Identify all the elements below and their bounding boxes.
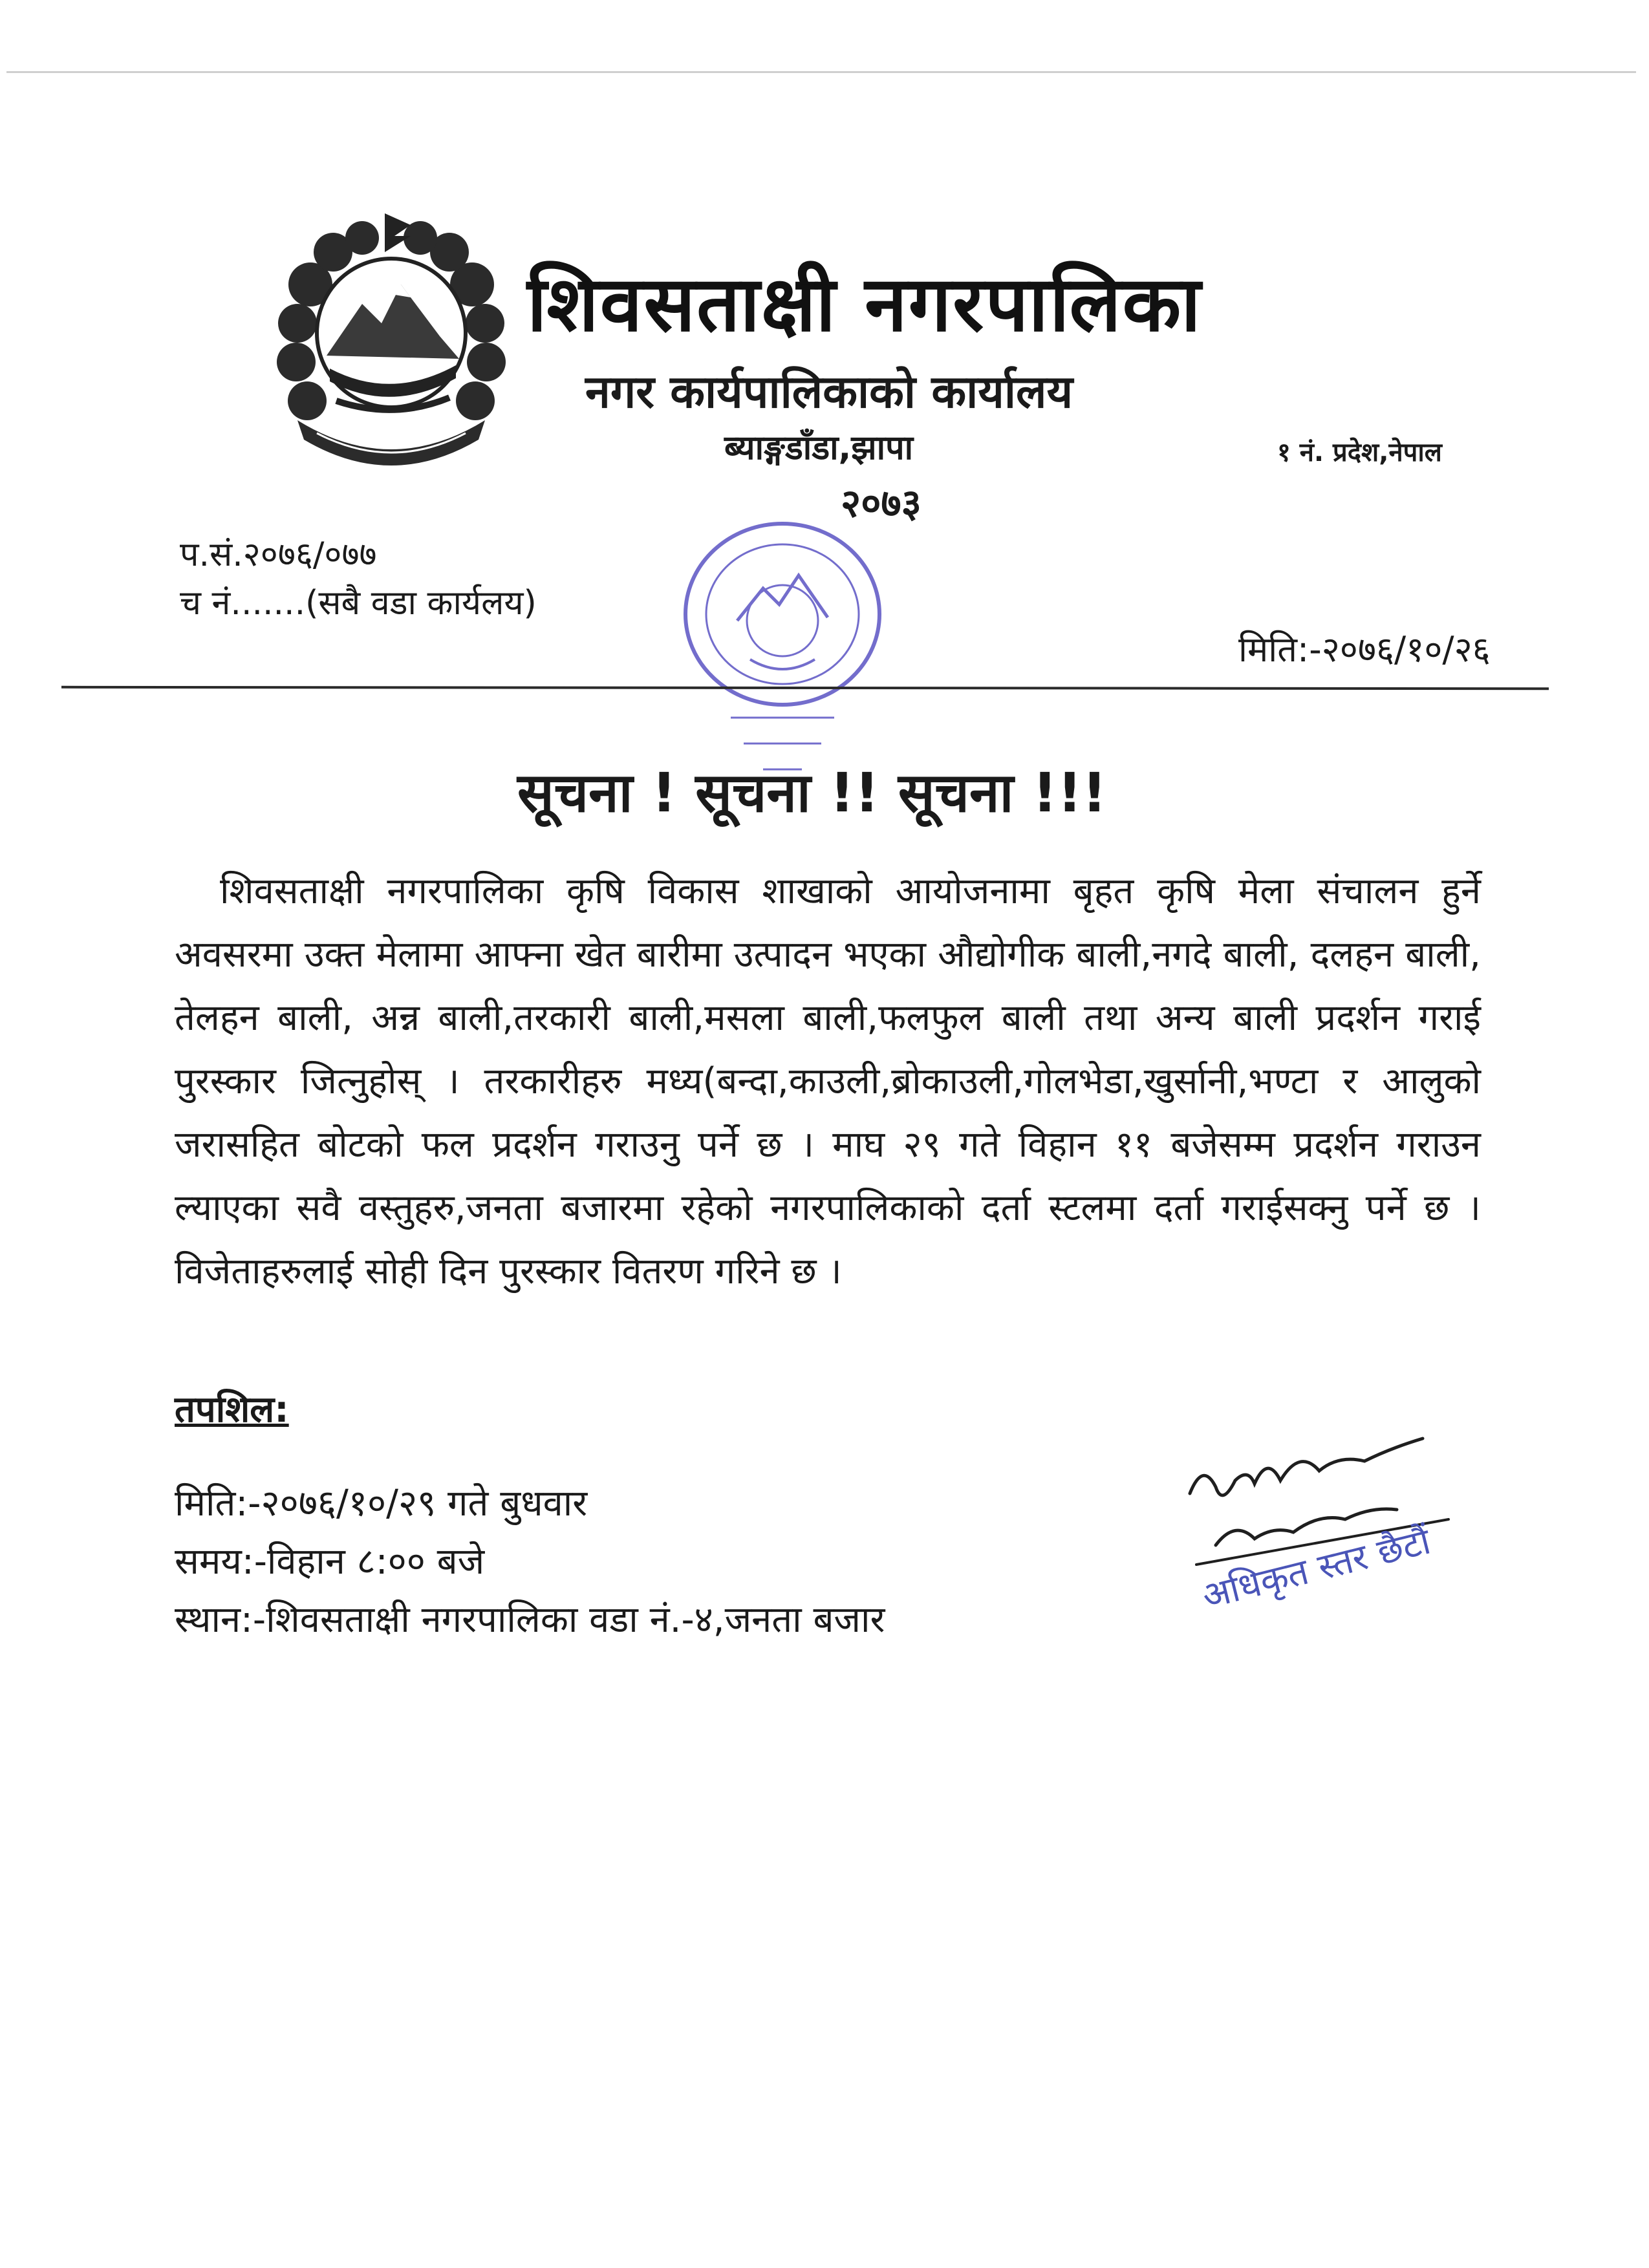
nepal-emblem-icon [272, 207, 511, 478]
letter-date: मिति:-२०७६/१०/२६ [1238, 629, 1491, 670]
municipality-name: शिवसताक्षी नगरपालिका [527, 259, 1202, 348]
office-address: ब्याङ्गडाँडा,झापा [724, 429, 914, 467]
province-label: १ नं. प्रदेश,नेपाल [1277, 438, 1442, 467]
signatory-title: अधिकृत स्तर छैटौं [1198, 1520, 1435, 1618]
dispatch-number: च नं.......(सबै वडा कार्यलय) [180, 584, 537, 623]
office-name: नगर कार्यपालिकाको कार्यालय [585, 365, 1073, 418]
details-heading: तपशिल: [175, 1389, 289, 1431]
event-time: समय:-विहान ८:०० बजे [175, 1541, 485, 1583]
event-place: स्थान:-शिवसताक्षी नगरपालिका वडा नं.-४,जनता बजार [175, 1599, 885, 1641]
reference-number: प.सं.२०७६/०७७ [180, 535, 377, 574]
established-year: २०७३ [841, 481, 921, 526]
notice-heading: सूचना ! सूचना !! सूचना !!! [517, 761, 1107, 824]
event-date: मिति:-२०७६/१०/२९ गते बुधवार [175, 1482, 588, 1524]
office-stamp-icon [653, 511, 912, 782]
scan-edge-line [6, 71, 1636, 73]
notice-body: शिवसताक्षी नगरपालिका कृषि विकास शाखाको आयोजनामा बृहत कृषि मेला संचालन हुर्ने अवसरमा उक्त मेलामा आफ्ना खेत बारीमा उत्पादन भएका औद्योगीक बाली,नगदे बाली, दलहन बाली, तेलहन बाली, अन्न बाली,तरकारी बाली,मसला बाली,फलफुल बाली तथा अन्य बाली प्रदर्शन गराई पुरस्कार जित्नुहोस् । तरकारीहरु मध्य(बन्दा,काउली,ब्रोकाउली,गोलभेडा,खुर्सानी,भण्टा र आलुको जरासहित बोटको फल प्रदर्शन गराउनु पर्ने छ । माघ २९ गते विहान ११ बजेसम्म प्रदर्शन गराउन ल्याएका सवै वस्तुहरु,जनता बजारमा रहेको नगरपालिकाको दर्ता स्टलमा दर्ता गराईसक्नु पर्ने छ । विजेताहरुलाई सोही दिन पुरस्कार वितरण गरिने छ । [175, 870, 1481, 1292]
